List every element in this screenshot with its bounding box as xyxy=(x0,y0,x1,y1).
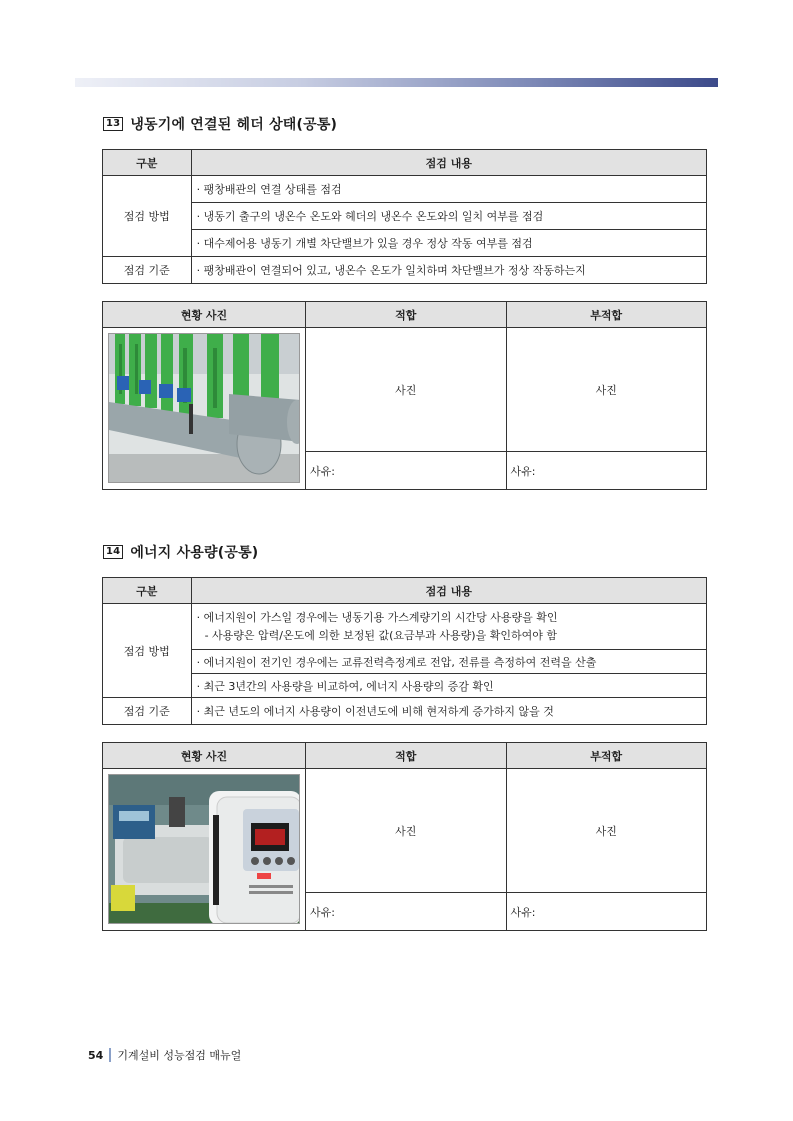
method-item-subline: - 사용량은 압력/온도에 의한 보정된 값(요금부과 사용량)을 확인하여야 함 xyxy=(204,628,557,642)
photo-header-pass: 적합 xyxy=(306,302,507,328)
section-14-photo-table xyxy=(102,742,707,931)
table-header-content: 점검 내용 xyxy=(191,150,706,176)
fail-photo-placeholder: 사진 xyxy=(506,328,707,452)
section-14-check-table xyxy=(102,577,707,725)
manual-title: 기계설비 성능점검 매뉴얼 xyxy=(117,1049,242,1062)
method-label: 점검 방법 xyxy=(103,604,192,698)
pass-photo-placeholder: 사진 xyxy=(306,769,507,893)
section-13-photo-table xyxy=(102,301,707,490)
status-photo-cell xyxy=(103,328,306,490)
header-pipes-photo xyxy=(108,333,300,483)
criteria-label: 점검 기준 xyxy=(103,698,192,725)
method-item xyxy=(191,604,706,650)
photo-header-fail: 부적합 xyxy=(506,302,707,328)
table-header-category: 구분 xyxy=(103,578,192,604)
photo-header-pass: 적합 xyxy=(306,743,507,769)
criteria-text: · 최근 년도의 에너지 사용량이 이전년도에 비해 현저하게 증가하지 않을 것 xyxy=(191,698,706,725)
section-14-number: 14 xyxy=(103,545,123,559)
photo-header-status: 현황 사진 xyxy=(103,743,306,769)
criteria-label: 점검 기준 xyxy=(103,257,192,284)
page-footer xyxy=(88,1047,241,1063)
section-14-heading: 에너지 사용량(공통) xyxy=(130,545,259,561)
method-item: · 대수제어용 냉동기 개별 차단밸브가 있을 경우 정상 작동 여부를 점검 xyxy=(191,230,706,257)
pass-reason: 사유: xyxy=(306,452,507,490)
pass-photo-placeholder: 사진 xyxy=(306,328,507,452)
table-header-category: 구분 xyxy=(103,150,192,176)
method-item: · 에너지원이 전기인 경우에는 교류전력측정계로 전압, 전류를 측정하여 전력을 산출 xyxy=(191,650,706,674)
method-item: · 최근 3년간의 사용량을 비교하여, 에너지 사용량의 증감 확인 xyxy=(191,674,706,698)
pass-reason: 사유: xyxy=(306,893,507,931)
fail-photo-placeholder: 사진 xyxy=(506,769,707,893)
table-header-content: 점검 내용 xyxy=(191,578,706,604)
section-14-title xyxy=(103,542,258,562)
photo-header-fail: 부적합 xyxy=(506,743,707,769)
criteria-text: · 팽창배관이 연결되어 있고, 냉온수 온도가 일치하며 차단밸브가 정상 작동하는지 xyxy=(191,257,706,284)
fail-reason: 사유: xyxy=(506,452,707,490)
method-label: 점검 방법 xyxy=(103,176,192,257)
method-item-line: · 에너지원이 가스일 경우에는 냉동기용 가스계량기의 시간당 사용량을 확인 xyxy=(196,610,558,624)
fail-reason: 사유: xyxy=(506,893,707,931)
method-item: · 냉동기 출구의 냉온수 온도와 헤더의 냉온수 온도와의 일치 여부를 점검 xyxy=(191,203,706,230)
section-13-title xyxy=(103,114,337,134)
section-13-number: 13 xyxy=(103,117,123,131)
photo-header-status: 현황 사진 xyxy=(103,302,306,328)
gas-meter-photo xyxy=(108,774,300,924)
method-item: · 팽창배관의 연결 상태를 점검 xyxy=(191,176,706,203)
header-decoration-bar xyxy=(75,78,718,87)
page-number: 54 xyxy=(88,1048,104,1062)
section-13-check-table xyxy=(102,149,707,284)
footer-separator xyxy=(109,1048,111,1062)
section-13-heading: 냉동기에 연결된 헤더 상태(공통) xyxy=(130,117,338,133)
status-photo-cell xyxy=(103,769,306,931)
